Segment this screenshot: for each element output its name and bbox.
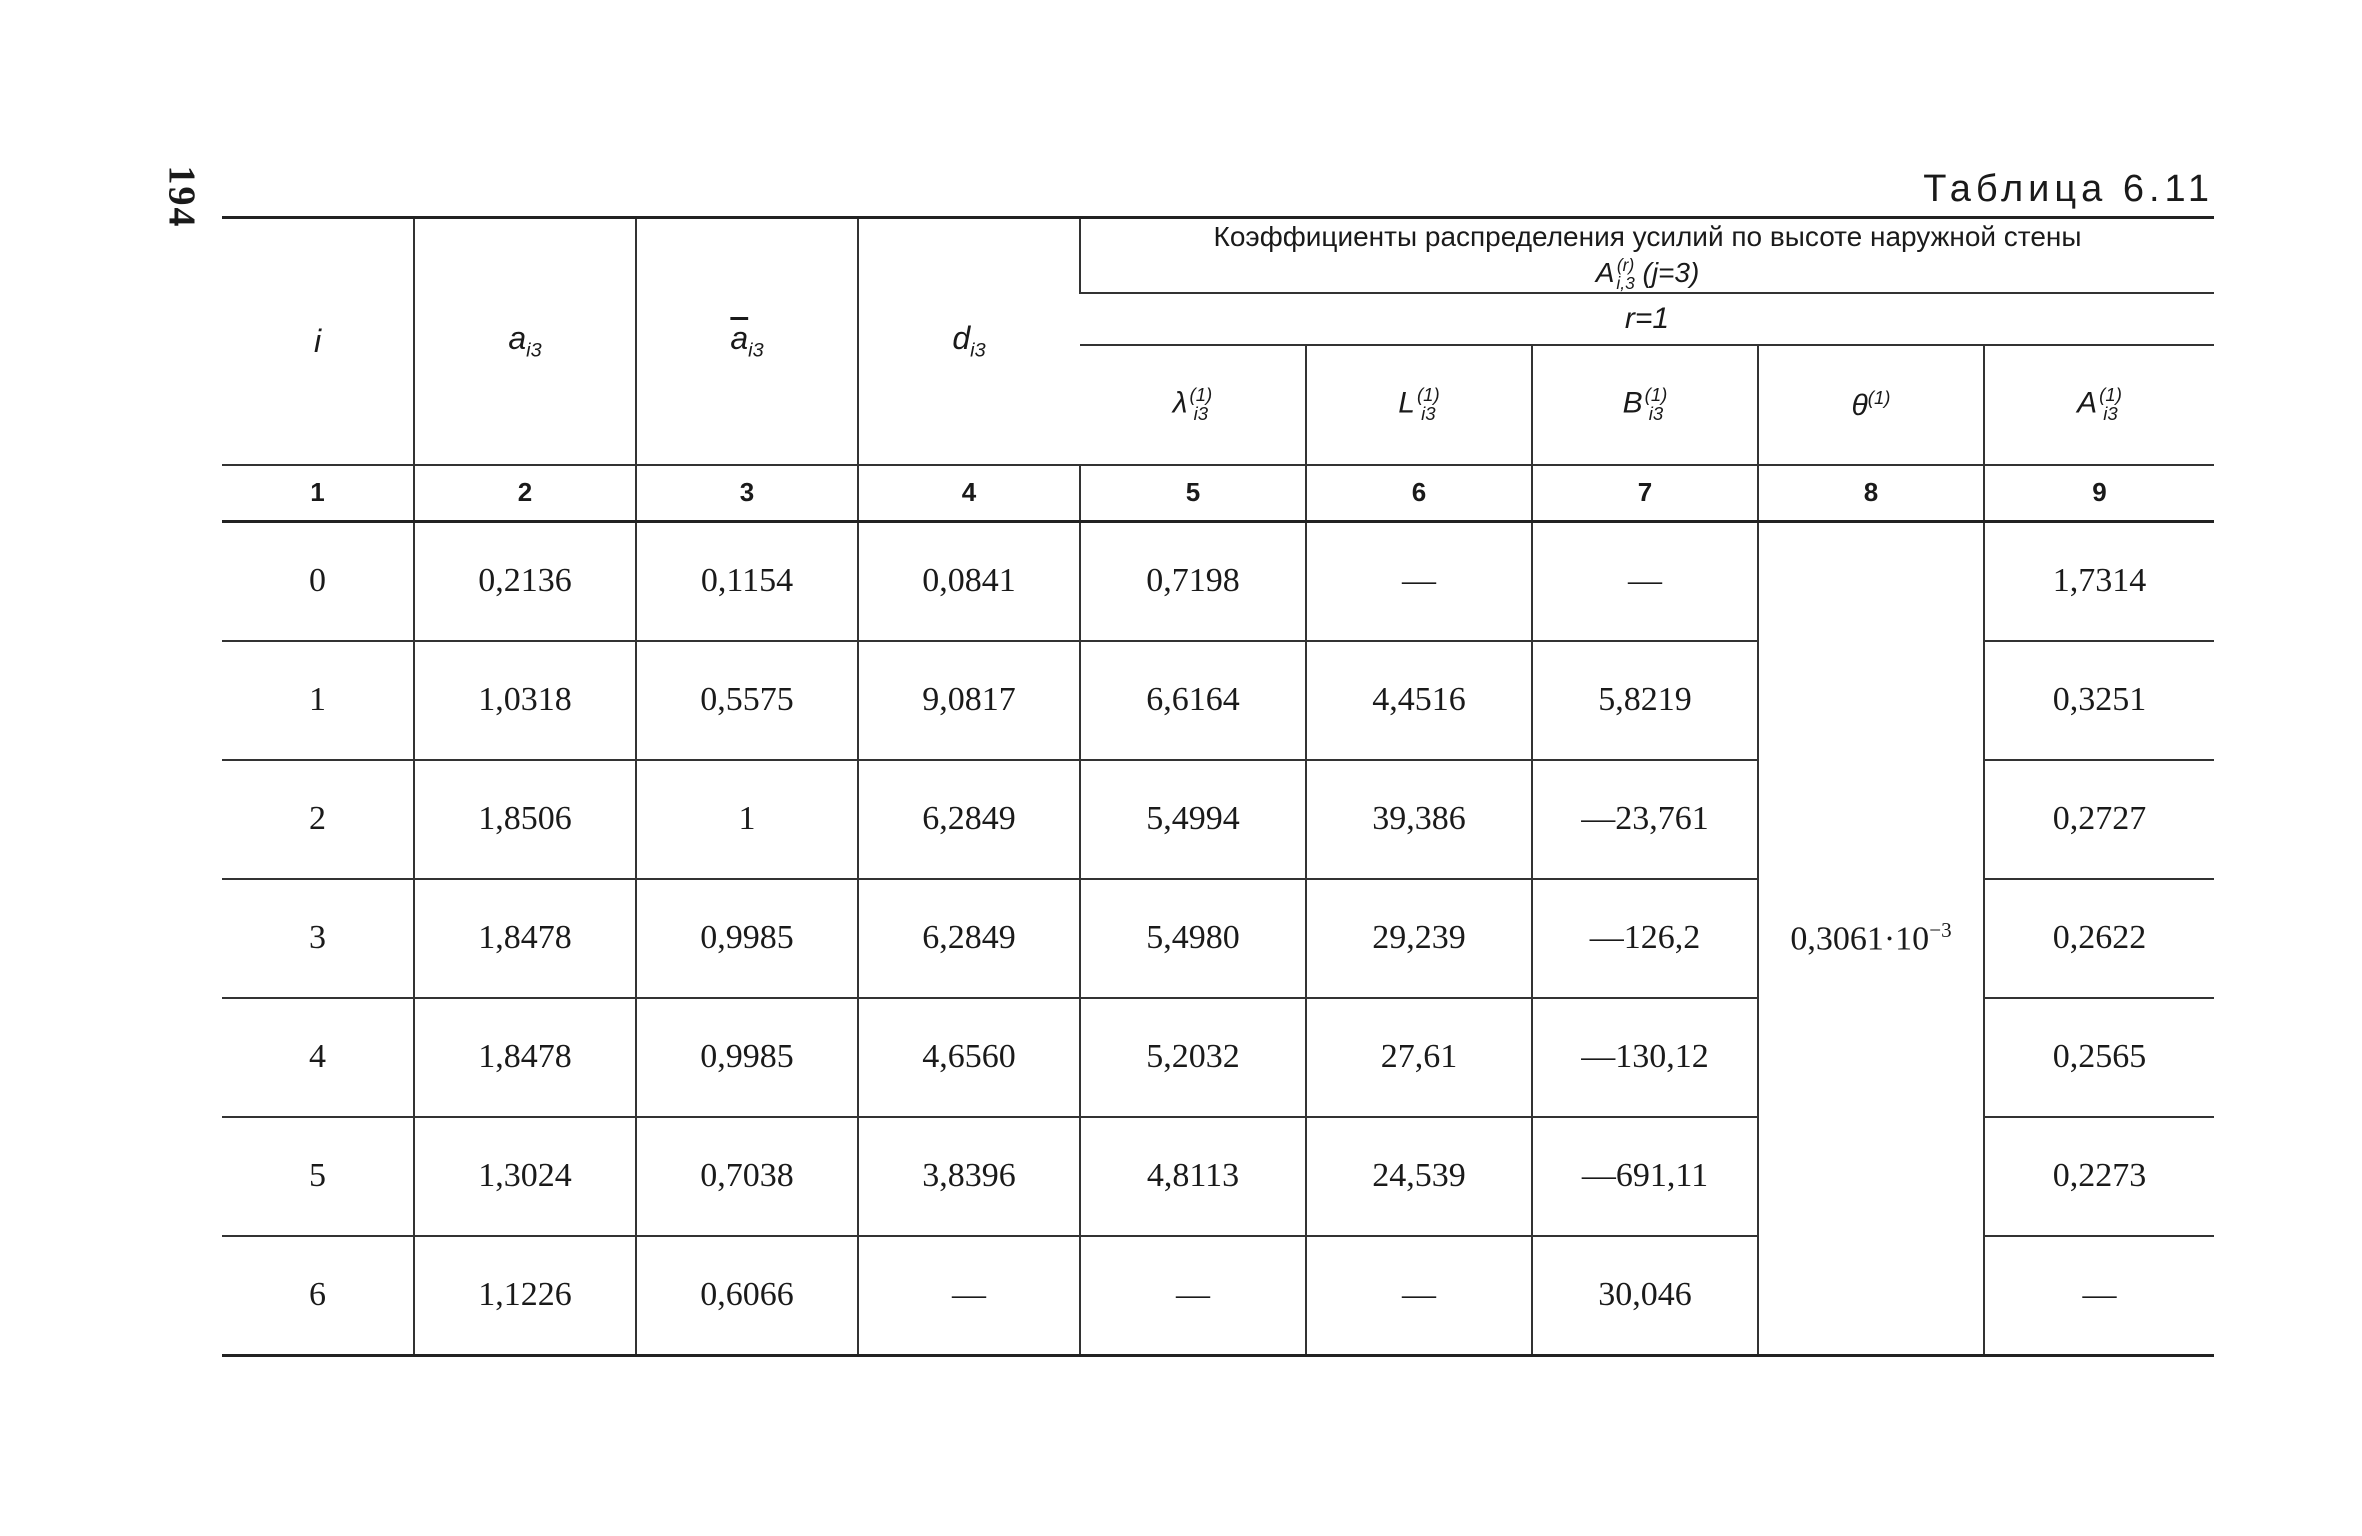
cell-i: 3	[222, 879, 414, 998]
header-i	[222, 218, 414, 465]
column-number: 3	[636, 465, 858, 522]
header-lambda-sub: i3	[1193, 402, 1209, 424]
header-lambda-indices	[1190, 386, 1213, 423]
coefficient-table-wrap	[222, 216, 2214, 1357]
cell-abar: 0,7038	[636, 1117, 858, 1236]
formula-sup: (r)	[1616, 255, 1635, 276]
header-a-bar-label: $\overline{a}$	[730, 320, 749, 357]
cell-a: 1,0318	[414, 641, 636, 760]
header-B-indices	[1645, 386, 1668, 423]
header-A-indices	[2099, 386, 2122, 423]
coefficient-table	[222, 216, 2214, 1357]
cell-abar: 1	[636, 760, 858, 879]
column-number: 9	[1984, 465, 2214, 522]
cell-L: 29,239	[1306, 879, 1532, 998]
cell-A: 0,2622	[1984, 879, 2214, 998]
header-L-sup: (1)	[1416, 384, 1440, 406]
page-number: 194	[160, 165, 203, 229]
cell-a: 0,2136	[414, 521, 636, 641]
cell-d: —	[858, 1236, 1080, 1356]
header-B	[1532, 345, 1758, 465]
header-A-sub: i3	[2103, 402, 2118, 424]
cell-i: 5	[222, 1117, 414, 1236]
header-lambda-sup: (1)	[1189, 384, 1213, 406]
header-theta-sup: (1)	[1867, 386, 1891, 408]
header-L-sub: i3	[1421, 402, 1436, 424]
cell-A: —	[1984, 1236, 2214, 1356]
header-L	[1306, 345, 1532, 465]
cell-lambda: 4,8113	[1080, 1117, 1306, 1236]
theta-exponent: −3	[1929, 918, 1952, 943]
header-a-bar	[636, 218, 858, 465]
header-r-label: r=1	[1624, 301, 1670, 335]
table-header	[222, 218, 2214, 465]
cell-B: 5,8219	[1532, 641, 1758, 760]
cell-a: 1,8478	[414, 879, 636, 998]
header-theta	[1758, 345, 1984, 465]
header-lambda	[1080, 345, 1306, 465]
cell-B: —23,761	[1532, 760, 1758, 879]
cell-L: 24,539	[1306, 1117, 1532, 1236]
cell-B: —130,12	[1532, 998, 1758, 1117]
header-A	[1984, 345, 2214, 465]
cell-lambda: 5,4980	[1080, 879, 1306, 998]
theta-value: 0,3061·10	[1790, 920, 1930, 958]
header-d-label: d	[952, 320, 971, 357]
header-coefficients-title: Коэффициенты распределения усилий по высоте наружной стены	[1213, 221, 2082, 252]
cell-a: 1,8506	[414, 760, 636, 879]
header-formula	[1081, 255, 2214, 292]
column-number: 5	[1080, 465, 1306, 522]
column-number-row	[222, 465, 2214, 522]
header-A-symbol: A	[2077, 386, 2098, 420]
cell-lambda: 0,7198	[1080, 521, 1306, 641]
header-L-symbol: L	[1398, 386, 1415, 420]
cell-i: 2	[222, 760, 414, 879]
cell-d: 6,2849	[858, 879, 1080, 998]
header-A-sup: (1)	[2099, 384, 2122, 406]
cell-L: —	[1306, 1236, 1532, 1356]
header-B-sub: i3	[1648, 402, 1664, 424]
cell-A: 0,2273	[1984, 1117, 2214, 1236]
column-number: 8	[1758, 465, 1984, 522]
header-a-subscript: i3	[526, 339, 542, 362]
cell-B: —691,11	[1532, 1117, 1758, 1236]
header-r	[1080, 293, 2214, 345]
header-L-indices	[1417, 386, 1440, 423]
cell-lambda: 6,6164	[1080, 641, 1306, 760]
column-number: 6	[1306, 465, 1532, 522]
cell-A: 0,2565	[1984, 998, 2214, 1117]
cell-abar: 0,1154	[636, 521, 858, 641]
cell-abar: 0,9985	[636, 879, 858, 998]
cell-lambda: 5,4994	[1080, 760, 1306, 879]
table-title: Таблица 6.11	[1923, 168, 2214, 210]
column-number: 7	[1532, 465, 1758, 522]
cell-i: 4	[222, 998, 414, 1117]
formula-condition: (j=3)	[1642, 257, 1700, 288]
cell-abar: 0,5575	[636, 641, 858, 760]
header-a-bar-subscript: i3	[748, 339, 764, 362]
cell-d: 3,8396	[858, 1117, 1080, 1236]
formula-sub: i,3	[1616, 272, 1635, 293]
header-d	[858, 218, 1080, 465]
cell-abar: 0,6066	[636, 1236, 858, 1356]
header-d-subscript: i3	[970, 339, 986, 362]
formula-base: A	[1595, 257, 1615, 288]
header-i-label: i	[313, 322, 322, 359]
header-a	[414, 218, 636, 465]
cell-d: 0,0841	[858, 521, 1080, 641]
cell-a: 1,3024	[414, 1117, 636, 1236]
column-number: 4	[858, 465, 1080, 522]
header-coefficients	[1080, 218, 2214, 293]
cell-a: 1,8478	[414, 998, 636, 1117]
cell-A: 1,7314	[1984, 521, 2214, 641]
cell-theta-merged	[1758, 521, 1984, 1355]
cell-d: 4,6560	[858, 998, 1080, 1117]
cell-d: 9,0817	[858, 641, 1080, 760]
header-B-symbol: B	[1622, 386, 1643, 420]
column-number: 1	[222, 465, 414, 522]
cell-L: 27,61	[1306, 998, 1532, 1117]
cell-lambda: —	[1080, 1236, 1306, 1356]
column-number: 2	[414, 465, 636, 522]
cell-i: 1	[222, 641, 414, 760]
header-B-sup: (1)	[1644, 384, 1668, 406]
table-body	[222, 465, 2214, 1356]
cell-B: 30,046	[1532, 1236, 1758, 1356]
header-a-label: a	[508, 320, 527, 357]
table-row	[222, 521, 2214, 641]
formula-indices	[1616, 257, 1634, 292]
header-lambda-symbol: λ	[1172, 386, 1188, 420]
cell-L: 39,386	[1306, 760, 1532, 879]
cell-d: 6,2849	[858, 760, 1080, 879]
cell-A: 0,3251	[1984, 641, 2214, 760]
cell-L: —	[1306, 521, 1532, 641]
cell-lambda: 5,2032	[1080, 998, 1306, 1117]
cell-B: —126,2	[1532, 879, 1758, 998]
cell-abar: 0,9985	[636, 998, 858, 1117]
cell-i: 0	[222, 521, 414, 641]
cell-a: 1,1226	[414, 1236, 636, 1356]
cell-A: 0,2727	[1984, 760, 2214, 879]
cell-B: —	[1532, 521, 1758, 641]
header-theta-symbol: θ	[1851, 388, 1868, 422]
cell-i: 6	[222, 1236, 414, 1356]
cell-L: 4,4516	[1306, 641, 1532, 760]
